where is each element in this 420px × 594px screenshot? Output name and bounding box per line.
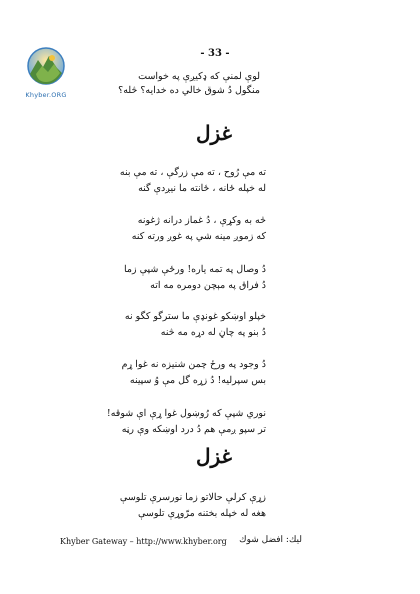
- footer-website: Khyber Gateway – http://www.khyber.org: [60, 537, 227, 546]
- ghazal-heading: غزل: [195, 121, 232, 145]
- verse-line: دُ بنو په چاڼ له دړه مه څنه: [160, 327, 266, 338]
- verse-line: ته مې رُوح ، ته مې زرگې ، ته مې بنه: [119, 167, 266, 178]
- couplet: [46, 213, 266, 245]
- couplet: [46, 357, 266, 389]
- verse-line: دُ وصال په تمه ياره! ورځې شپې زما: [124, 264, 266, 275]
- verse-line: څه به وكړې ، دُ غماز درانه ژغونه: [137, 215, 266, 226]
- couplet: [46, 309, 266, 341]
- ghazal-heading: غزل: [195, 444, 232, 468]
- verse-line: نوري شپې كه رُوښول غوا ړې اې شوقه!: [106, 408, 266, 419]
- intro-verse: [60, 70, 260, 98]
- verse-line: كه زموږ مينه شي په غوږ ورته كنه: [131, 231, 266, 242]
- couplet: [46, 165, 266, 197]
- verse-line: دُ فراق په مېچن دومره مه اته: [150, 280, 266, 291]
- verse-line: زړې كرلې حالاتو زما نورسرې تلوسې: [119, 492, 266, 503]
- verse-line: هغه له خپله بختنه مرّوړې تلوسې: [137, 508, 266, 519]
- verse-line: له خپله ځانه ، ځانته ما نيږدې گنه: [138, 183, 266, 194]
- verse-line: منگول دُ شوق خالي ده خدايه؟ څله؟: [118, 85, 260, 96]
- verse-line: خپلو اوښكو غونډې ما سترگو كگو نه: [124, 311, 266, 322]
- verse-line: لوې لمنې كه ډكيږې په خواست: [138, 71, 260, 82]
- couplet: [46, 490, 266, 522]
- logo-label: Khyber.ORG: [25, 91, 67, 99]
- verse-line: بس سپرليه! دُ زړه گل مې وُ سپينه: [129, 375, 266, 386]
- couplet: [46, 262, 266, 294]
- couplet: [46, 406, 266, 438]
- verse-line: تر سپو ږمې هم دُ درد اوښكه وې رڼه: [121, 424, 266, 435]
- footer-author: ليك: افضل شوك: [239, 535, 302, 545]
- verse-line: دُ وجود په ورځ چمن شنيزه نه غوا ړم: [121, 359, 266, 370]
- page-number: - 33 -: [200, 48, 230, 59]
